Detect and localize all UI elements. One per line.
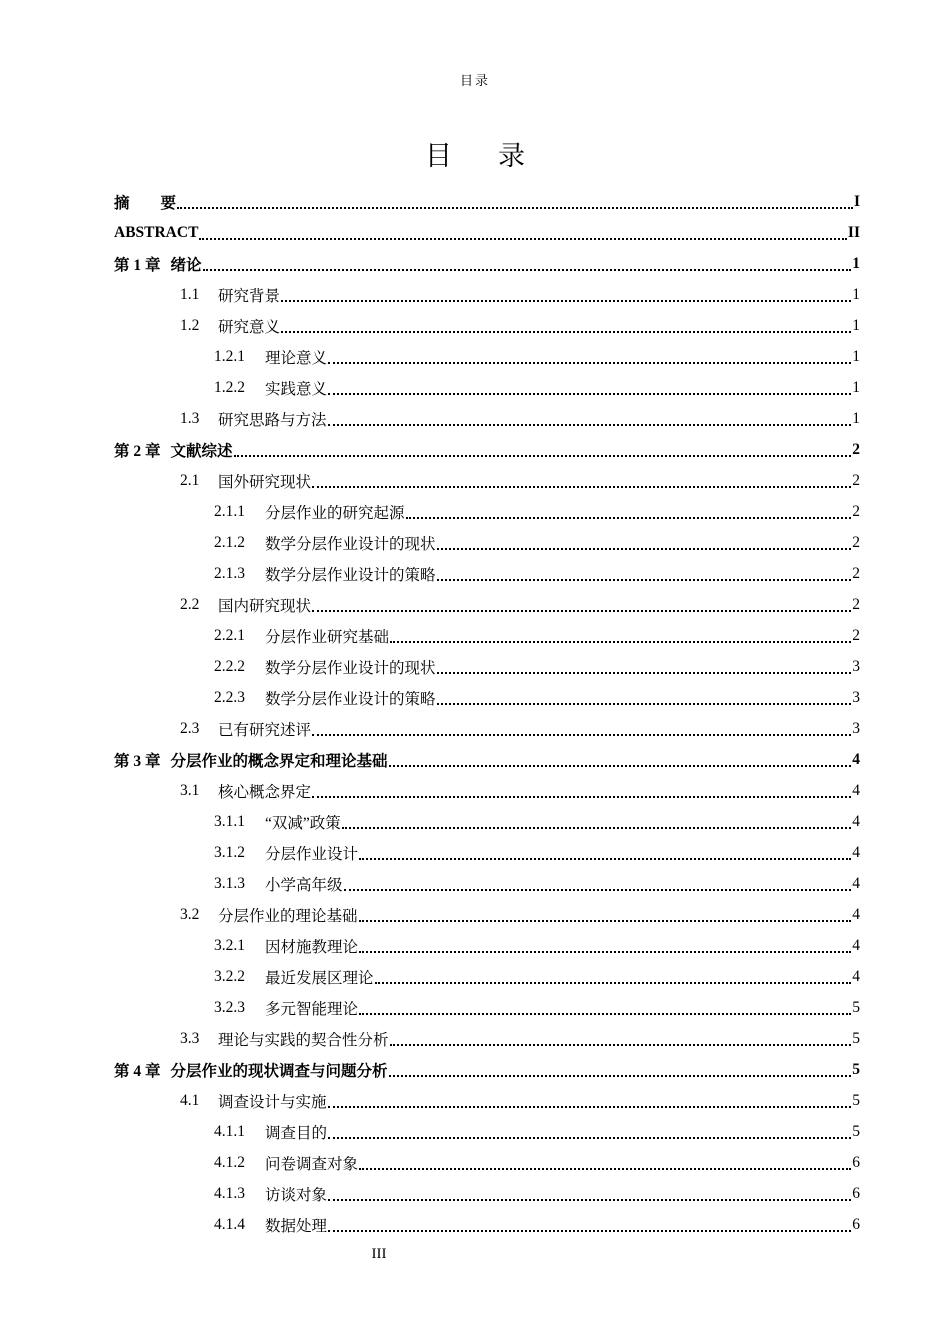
toc-entry-page: 2 xyxy=(852,626,860,644)
toc-entry-page: 1 xyxy=(852,378,860,396)
toc-entry-title: “双减”政策 xyxy=(265,814,341,832)
toc-leader-dots xyxy=(312,733,851,736)
toc-entry-title: 核心概念界定 xyxy=(218,783,312,801)
toc-entry-page: 5 xyxy=(852,1122,860,1140)
toc-entry-title: 分层作业研究基础 xyxy=(265,628,390,646)
toc-leader-dots xyxy=(390,640,851,643)
toc-leader-dots xyxy=(312,795,851,798)
toc-entry-number: 3.2.1 xyxy=(214,936,245,954)
toc-entry[interactable] xyxy=(114,1116,860,1147)
toc-leader-dots xyxy=(328,1198,851,1201)
toc-entry-number: 2.3 xyxy=(180,719,200,737)
toc-entry[interactable] xyxy=(114,465,860,496)
toc-entry-number: 2.2.1 xyxy=(214,626,245,644)
toc-entry-page: 4 xyxy=(852,936,860,954)
toc-entry-title: ABSTRACT xyxy=(114,223,199,241)
toc-entry[interactable] xyxy=(114,713,860,744)
toc-entry[interactable] xyxy=(114,589,860,620)
toc-leader-dots xyxy=(437,671,852,674)
toc-entry-title: 研究意义 xyxy=(218,318,281,336)
toc-entry-title: 小学高年级 xyxy=(265,876,343,894)
toc-entry-number: 3.2.2 xyxy=(214,967,245,985)
toc-entry-title: 最近发展区理论 xyxy=(265,969,374,987)
toc-leader-dots xyxy=(328,1136,851,1139)
toc-entry[interactable] xyxy=(114,372,860,403)
toc-entry-number: 3.2.3 xyxy=(214,998,245,1016)
toc-entry-title: 分层作业的研究起源 xyxy=(265,504,405,522)
page-title-right: 录 xyxy=(498,141,525,171)
toc-entry-number: 2.2 xyxy=(180,595,200,613)
toc-leader-dots xyxy=(359,1012,851,1015)
toc-entry[interactable] xyxy=(114,992,860,1023)
toc-entry[interactable] xyxy=(114,620,860,651)
toc-leader-dots xyxy=(328,361,851,364)
toc-leader-dots xyxy=(437,578,852,581)
toc-entry-number: 1.2 xyxy=(180,316,200,334)
toc-entry-number: 4.1.2 xyxy=(214,1153,245,1171)
toc-entry-title: 问卷调查对象 xyxy=(265,1155,359,1173)
toc-entry-number: 第 2 章 xyxy=(114,442,161,460)
table-of-contents xyxy=(114,186,860,1240)
toc-entry-page: 4 xyxy=(852,843,860,861)
toc-leader-dots xyxy=(359,857,851,860)
toc-entry[interactable] xyxy=(114,217,860,248)
toc-entry-page: 2 xyxy=(852,533,860,551)
toc-entry[interactable] xyxy=(114,434,860,465)
toc-entry-page: 1 xyxy=(852,409,860,427)
toc-entry-number: 第 4 章 xyxy=(114,1062,161,1080)
toc-entry-number: 4.1.1 xyxy=(214,1122,245,1140)
toc-leader-dots xyxy=(328,423,852,426)
page-number: III xyxy=(371,1246,387,1262)
toc-entry-title: 分层作业的现状调查与问题分析 xyxy=(170,1062,388,1080)
toc-entry-title: 分层作业的概念界定和理论基础 xyxy=(170,752,388,770)
toc-leader-dots xyxy=(328,1229,851,1232)
toc-entry[interactable] xyxy=(114,744,860,775)
toc-entry-number: 3.1.1 xyxy=(214,812,245,830)
toc-entry-title: 研究背景 xyxy=(218,287,281,305)
toc-entry[interactable] xyxy=(114,403,860,434)
toc-entry-title: 数据处理 xyxy=(265,1217,328,1235)
toc-entry-page: 6 xyxy=(852,1215,860,1233)
toc-entry-page: 1 xyxy=(852,285,860,303)
toc-entry-page: 1 xyxy=(852,347,860,365)
toc-entry-title: 访谈对象 xyxy=(265,1186,328,1204)
toc-entry[interactable] xyxy=(114,651,860,682)
toc-entry[interactable] xyxy=(114,341,860,372)
toc-entry[interactable] xyxy=(114,806,860,837)
toc-entry-page: 2 xyxy=(852,595,860,613)
toc-entry-page: 1 xyxy=(852,254,860,272)
toc-entry-page: II xyxy=(847,223,860,241)
toc-entry[interactable] xyxy=(114,310,860,341)
toc-entry-title: 多元智能理论 xyxy=(265,1000,359,1018)
toc-leader-dots xyxy=(177,206,853,209)
toc-entry-number: 2.1 xyxy=(180,471,200,489)
toc-entry[interactable] xyxy=(114,1209,860,1240)
toc-entry-number: 2.2.2 xyxy=(214,657,245,675)
toc-entry-number: 4.1.4 xyxy=(214,1215,245,1233)
toc-leader-dots xyxy=(437,702,852,705)
toc-leader-dots xyxy=(199,237,847,240)
toc-entry-number: 2.1.3 xyxy=(214,564,245,582)
toc-entry-title: 国内研究现状 xyxy=(218,597,312,615)
toc-entry-page: 4 xyxy=(852,750,860,768)
toc-entry-number: 2.2.3 xyxy=(214,688,245,706)
toc-entry[interactable] xyxy=(114,775,860,806)
running-header: 目录 xyxy=(459,73,490,88)
toc-leader-dots xyxy=(390,1043,852,1046)
toc-entry-title: 因材施教理论 xyxy=(265,938,359,956)
toc-entry-title: 调查目的 xyxy=(265,1124,328,1142)
toc-entry-page: 6 xyxy=(852,1184,860,1202)
toc-entry[interactable] xyxy=(114,279,860,310)
toc-entry[interactable] xyxy=(114,186,860,217)
toc-entry-page: I xyxy=(853,192,860,210)
toc-leader-dots xyxy=(389,1074,852,1077)
toc-entry-number: 2.1.2 xyxy=(214,533,245,551)
toc-leader-dots xyxy=(342,826,851,829)
toc-entry-page: 1 xyxy=(852,316,860,334)
toc-entry-title: 理论意义 xyxy=(265,349,328,367)
toc-leader-dots xyxy=(375,981,852,984)
toc-entry[interactable] xyxy=(114,930,860,961)
toc-entry-title: 数学分层作业设计的策略 xyxy=(265,690,436,708)
toc-entry-number: 第 1 章 xyxy=(114,256,161,274)
toc-entry-page: 3 xyxy=(852,657,860,675)
toc-entry-title: 数学分层作业设计的现状 xyxy=(265,659,436,677)
toc-entry-number: 3.1 xyxy=(180,781,200,799)
toc-entry-number: 1.2.1 xyxy=(214,347,245,365)
toc-entry-number: 1.3 xyxy=(180,409,200,427)
toc-entry-title: 研究思路与方法 xyxy=(218,411,327,429)
toc-entry-page: 2 xyxy=(852,471,860,489)
toc-entry-title: 已有研究述评 xyxy=(218,721,312,739)
toc-entry-title: 文献综述 xyxy=(170,442,233,460)
toc-entry-number: 3.3 xyxy=(180,1029,200,1047)
toc-entry-title: 分层作业设计 xyxy=(265,845,359,863)
toc-entry-number: 4.1 xyxy=(180,1091,200,1109)
toc-entry[interactable] xyxy=(114,868,860,899)
toc-entry-page: 3 xyxy=(852,719,860,737)
toc-entry-page: 2 xyxy=(852,502,860,520)
toc-entry-number: 第 3 章 xyxy=(114,752,161,770)
toc-entry-number: 3.2 xyxy=(180,905,200,923)
toc-entry[interactable] xyxy=(114,248,860,279)
toc-entry-page: 4 xyxy=(852,781,860,799)
toc-entry-title: 国外研究现状 xyxy=(218,473,312,491)
toc-entry-page: 2 xyxy=(852,564,860,582)
toc-entry-title: 调查设计与实施 xyxy=(218,1093,327,1111)
toc-entry-title: 数学分层作业设计的策略 xyxy=(265,566,436,584)
toc-entry-title: 摘 要 xyxy=(114,194,177,212)
toc-entry-title: 数学分层作业设计的现状 xyxy=(265,535,436,553)
toc-leader-dots xyxy=(437,547,852,550)
toc-entry-page: 4 xyxy=(852,967,860,985)
toc-entry-number: 2.1.1 xyxy=(214,502,245,520)
toc-entry-page: 5 xyxy=(852,1029,860,1047)
toc-leader-dots xyxy=(328,392,851,395)
toc-leader-dots xyxy=(359,950,851,953)
toc-entry[interactable] xyxy=(114,837,860,868)
toc-leader-dots xyxy=(281,299,851,302)
toc-entry-title: 绪论 xyxy=(170,256,202,274)
toc-entry[interactable] xyxy=(114,1147,860,1178)
toc-leader-dots xyxy=(344,888,852,891)
toc-entry[interactable] xyxy=(114,961,860,992)
toc-entry-page: 3 xyxy=(852,688,860,706)
toc-entry[interactable] xyxy=(114,527,860,558)
toc-entry-number: 3.1.2 xyxy=(214,843,245,861)
toc-leader-dots xyxy=(234,454,852,457)
toc-leader-dots xyxy=(312,485,851,488)
toc-entry-title: 实践意义 xyxy=(265,380,328,398)
page-title xyxy=(0,134,950,173)
toc-entry-number: 4.1.3 xyxy=(214,1184,245,1202)
toc-leader-dots xyxy=(389,764,852,767)
toc-leader-dots xyxy=(406,516,852,519)
toc-leader-dots xyxy=(203,268,852,271)
toc-entry-number: 1.1 xyxy=(180,285,200,303)
toc-leader-dots xyxy=(359,1167,851,1170)
toc-entry-page: 5 xyxy=(852,1060,860,1078)
toc-entry[interactable] xyxy=(114,899,860,930)
toc-entry-title: 理论与实践的契合性分析 xyxy=(218,1031,389,1049)
toc-entry-title: 分层作业的理论基础 xyxy=(218,907,358,925)
toc-entry-page: 5 xyxy=(852,1091,860,1109)
toc-entry[interactable] xyxy=(114,558,860,589)
toc-leader-dots xyxy=(328,1105,852,1108)
toc-entry-page: 6 xyxy=(852,1153,860,1171)
toc-leader-dots xyxy=(312,609,851,612)
toc-entry-page: 4 xyxy=(852,905,860,923)
toc-entry-page: 2 xyxy=(852,440,860,458)
toc-entry-number: 1.2.2 xyxy=(214,378,245,396)
toc-entry[interactable] xyxy=(114,1054,860,1085)
toc-entry-page: 4 xyxy=(852,874,860,892)
toc-leader-dots xyxy=(359,919,852,922)
toc-leader-dots xyxy=(281,330,851,333)
toc-entry[interactable] xyxy=(114,1023,860,1054)
toc-entry[interactable] xyxy=(114,682,860,713)
toc-entry[interactable] xyxy=(114,496,860,527)
toc-entry[interactable] xyxy=(114,1178,860,1209)
page-title-left: 目 xyxy=(425,141,452,171)
toc-entry-page: 5 xyxy=(852,998,860,1016)
toc-entry[interactable] xyxy=(114,1085,860,1116)
toc-entry-number: 3.1.3 xyxy=(214,874,245,892)
toc-entry-page: 4 xyxy=(852,812,860,830)
